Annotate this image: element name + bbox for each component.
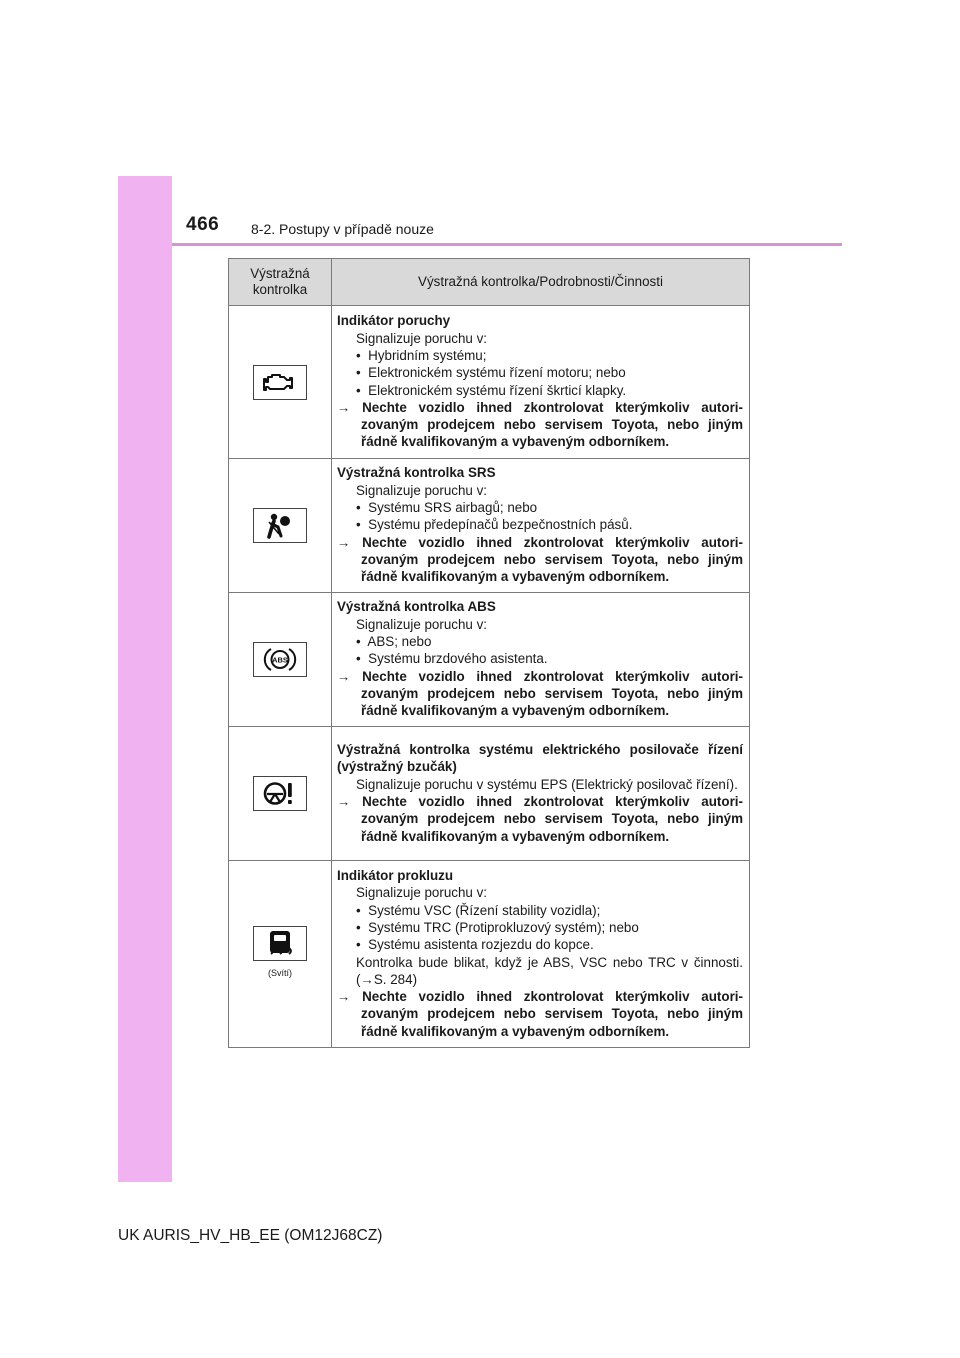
action-text: → Nechte vozidlo ihned zkontrolovat kterýmkoliv autorizovaným prodejcem nebo servisem Toyota, nebo jiným řádně kvalifikovaným a vybaveným odborníkem. bbox=[337, 399, 743, 450]
engine-check-icon bbox=[253, 365, 307, 400]
row-intro: Signalizuje poruchu v: bbox=[356, 482, 488, 498]
indicator-cell bbox=[229, 306, 332, 459]
action-text: → Nechte vozidlo ihned zkontrolovat kterýmkoliv autorizovaným prodejcem nebo servisem Toyota, nebo jiným řádně kvalifikovaným a vybaveným odborníkem. bbox=[337, 668, 743, 719]
bullet-item: • Systému asistenta rozjezdu do kopce. bbox=[356, 937, 594, 953]
bullet-item: • Systému předepínačů bezpečnostních pásů. bbox=[356, 517, 633, 533]
details-cell bbox=[332, 861, 750, 1048]
bullet-item: • Hybridním systému; bbox=[356, 347, 487, 363]
row-title: Indikátor prokluzu bbox=[337, 868, 454, 884]
row-intro: Signalizuje poruchu v: bbox=[356, 330, 488, 346]
row-title: Indikátor poruchy bbox=[337, 313, 451, 329]
row-text: Signalizuje poruchu v systému EPS (Elektrický posilovač řízení). bbox=[356, 776, 738, 792]
svg-text:ABS: ABS bbox=[272, 655, 288, 665]
bullet-item: • Systému brzdového asistenta. bbox=[356, 651, 548, 667]
action-text: → Nechte vozidlo ihned zkontrolovat kterýmkoliv autorizovaným prodejcem nebo servisem Toyota, nebo jiným řádně kvalifikovaným a vybaveným odborníkem. bbox=[337, 989, 743, 1039]
row-note: Kontrolka bude blikat, když je ABS, VSC nebo TRC v činnosti. (→S. 284) bbox=[356, 954, 743, 987]
table-row bbox=[229, 727, 750, 861]
indicator-cell bbox=[229, 727, 332, 861]
action-text: → Nechte vozidlo ihned zkontrolovat kterýmkoliv autorizovaným prodejcem nebo servisem Toyota, nebo jiným řádně kvalifikovaným a vybaveným odborníkem. bbox=[337, 534, 743, 585]
srs-airbag-icon bbox=[253, 508, 307, 543]
column-header-indicator: Výstražná kontrolka bbox=[229, 259, 332, 306]
page-number: 466 bbox=[186, 214, 220, 235]
details-cell bbox=[332, 593, 750, 727]
details-cell bbox=[332, 306, 750, 459]
document-code: UK AURIS_HV_HB_EE (OM12J68CZ) bbox=[118, 1227, 383, 1244]
side-tab bbox=[118, 176, 172, 1182]
header-divider bbox=[172, 243, 842, 246]
indicator-cell bbox=[229, 593, 332, 727]
table-row bbox=[229, 306, 750, 459]
details-cell bbox=[332, 727, 750, 861]
table-row bbox=[229, 861, 750, 1048]
column-header-details: Výstražná kontrolka/Podrobnosti/Činnosti bbox=[332, 259, 750, 306]
action-text: → Nechte vozidlo ihned zkontrolovat kterýmkoliv autorizovaným prodejcem nebo servisem Toyota, nebo jiným řádně kvalifikovaným a vybaveným odborníkem. bbox=[337, 794, 743, 844]
bullet-item: • Elektronickém systému řízení motoru; nebo bbox=[356, 365, 626, 381]
indicator-cell bbox=[229, 459, 332, 593]
row-intro: Signalizuje poruchu v: bbox=[356, 885, 488, 901]
row-title: Výstražná kontrolka systému elektrického posilovače řízení (výstražný bzučák) bbox=[337, 742, 743, 775]
indicator-note: (Svítí) bbox=[268, 967, 292, 978]
row-title: Výstražná kontrolka SRS bbox=[337, 465, 496, 481]
eps-steering-icon bbox=[253, 776, 307, 811]
warning-lights-table bbox=[228, 258, 750, 1048]
bullet-item: • Systému SRS airbagů; nebo bbox=[356, 500, 538, 516]
slip-indicator-icon bbox=[253, 926, 307, 961]
section-title: 8-2. Postupy v případě nouze bbox=[251, 221, 434, 237]
row-title: Výstražná kontrolka ABS bbox=[337, 599, 496, 615]
bullet-item: • Systému TRC (Protiprokluzový systém); nebo bbox=[356, 919, 639, 935]
bullet-item: • ABS; nebo bbox=[356, 634, 432, 650]
bullet-item: • Elektronickém systému řízení škrticí klapky. bbox=[356, 382, 627, 398]
table-row bbox=[229, 459, 750, 593]
row-intro: Signalizuje poruchu v: bbox=[356, 616, 488, 632]
table-row bbox=[229, 593, 750, 727]
abs-icon bbox=[253, 642, 307, 677]
indicator-cell bbox=[229, 861, 332, 1048]
details-cell bbox=[332, 459, 750, 593]
bullet-item: • Systému VSC (Řízení stability vozidla); bbox=[356, 902, 601, 918]
